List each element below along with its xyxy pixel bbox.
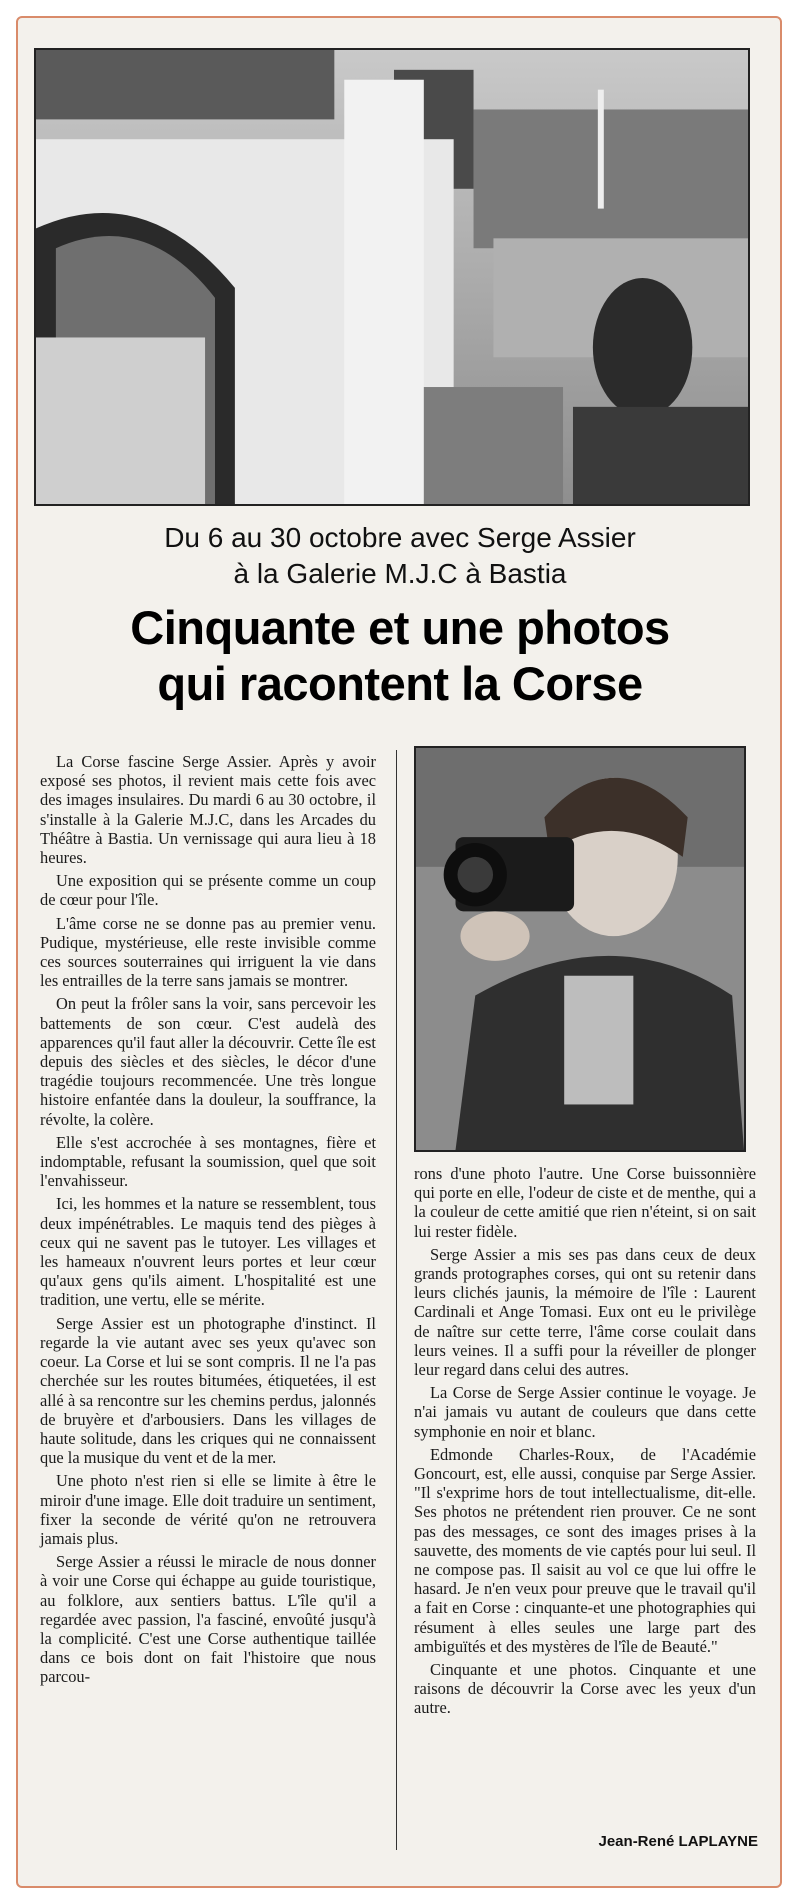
subhead-line-2: à la Galerie M.J.C à Bastia: [233, 558, 567, 589]
paragraph: Serge Assier a mis ses pas dans ceux de deux grands protographes corses, qui ont su retenir dans leurs clichés jaunis, la mémoire de l'île : Laurent Cardinali et Ange Tomasi. Eux ont eu le privilège de naître sur cette terre, l'âme corse coulait dans leurs veines. Il a suffi pour la réveiller de plonger leur regard dans celui des autres.: [414, 1244, 756, 1380]
street-scene-photo: [34, 48, 750, 506]
paragraph: Edmonde Charles-Roux, de l'Académie Goncourt, est, elle aussi, conquise par Serge Assier. "Il s'exprime hors de tout intellectualisme, dit-elle. Ses photos ne prétendent rien prouver. Ce ne sont pas des messages, ce sont des images prises à la sauvette, des moments de vie captés pour lui seul. Il ne compose pas. Il saisit au vol ce que lui offre le hasard. Je n'en veux pour preuve que le travail qu'il a fait en Corse : cinquante-et une photographies qui résument à elles seules une large part des ambiguïtés et des mystères de l'île de Beauté.": [414, 1444, 756, 1656]
paragraph: rons d'une photo l'autre. Une Corse buissonnière qui porte en elle, l'odeur de ciste et de menthe, qui a la couleur de cette amitié que rien n'éteint, si on sait lui rester fidèle.: [414, 1164, 756, 1241]
article-column-right: [414, 1164, 756, 1722]
paragraph: Une exposition qui se présente comme un coup de cœur pour l'île.: [40, 871, 376, 910]
paragraph: Elle s'est accrochée à ses montagnes, fière et indomptable, refusant la soumission, quel que soit l'envahisseur.: [40, 1132, 376, 1191]
column-divider: [396, 750, 397, 1850]
paragraph: Une photo n'est rien si elle se limite à être le miroir d'une image. Elle doit traduire un sentiment, fixer la seconde de vérité qu'on ne retrouvera jamais plus.: [40, 1471, 376, 1548]
article-subhead: [40, 520, 760, 592]
paragraph: La Corse de Serge Assier continue le voyage. Je n'ai jamais vu autant de couleurs que dans cette symphonie en noir et blanc.: [414, 1383, 756, 1441]
paragraph: L'âme corse ne se donne pas au premier venu. Pudique, mystérieuse, elle reste invisible comme ces sources souterraines qui irriguent la vie dans les entrailles de la terre sans jamais se montrer.: [40, 913, 376, 991]
photographer-portrait-photo: [414, 746, 746, 1152]
paragraph: Serge Assier a réussi le miracle de nous donner à voir une Corse qui échappe au guide touristique, au folklore, aux sentiers battus. L'île qu'il a regardée avec passion, l'a fasciné, envoûté jusqu'à la complicité. C'est une Corse authentique taillée dans ce bois dont on fait l'histoire que nous parcou-: [40, 1552, 376, 1687]
paragraph: On peut la frôler sans la voir, sans percevoir les battements de son cœur. C'est audelà des apparences qu'il faut aller la découvrir. Cette île est depuis des siècles et des siècles, le décor d'une tragédie toujours recommencée. Une très longue histoire enfantée dans la douleur, la souffrance, la révolte, la colère.: [40, 994, 376, 1129]
paragraph: Serge Assier est un photographe d'instinct. Il regarde la vie autant avec ses yeux qu'avec son coeur. La Corse et lui se sont compris. Il ne l'a pas cherchée sur les routes bitumées, étiquetées, il est allé à sa rencontre sur les chemins perdus, jalonnés de bruyère et d'arbousiers. Dans les villages de haute solitude, dans les criques qui ne connaissent que la musique du vent et de la mer.: [40, 1313, 376, 1468]
article-headline: [30, 600, 770, 712]
article-column-left: [40, 752, 376, 1691]
author-signature: Jean-René LAPLAYNE: [598, 1833, 758, 1850]
paragraph: Cinquante et une photos. Cinquante et une raisons de découvrir la Corse avec les yeux d'un autre.: [414, 1660, 756, 1718]
paragraph: Ici, les hommes et la nature se ressemblent, tous deux impénétrables. Le maquis tend des pièges à ceux qui ne savent pas le tutoyer. Les villages et les hameaux n'ouvrent leurs portes et leur cœur qu'aux gens qu'ils aiment. L'hospitalité est une tradition, une vertu, elle se mérite.: [40, 1194, 376, 1310]
subhead-line-1: Du 6 au 30 octobre avec Serge Assier: [164, 522, 636, 553]
headline-line-1: Cinquante et une photos: [130, 601, 670, 654]
headline-line-2: qui racontent la Corse: [157, 657, 643, 710]
paragraph: La Corse fascine Serge Assier. Après y avoir exposé ses photos, il revient mais cette fois avec des images insulaires. Du mardi 6 au 30 octobre, il s'installe à la Galerie M.J.C, dans les Arcades du Théâtre à Bastia. Un vernissage qui aura lieu à 18 heures.: [40, 752, 376, 868]
